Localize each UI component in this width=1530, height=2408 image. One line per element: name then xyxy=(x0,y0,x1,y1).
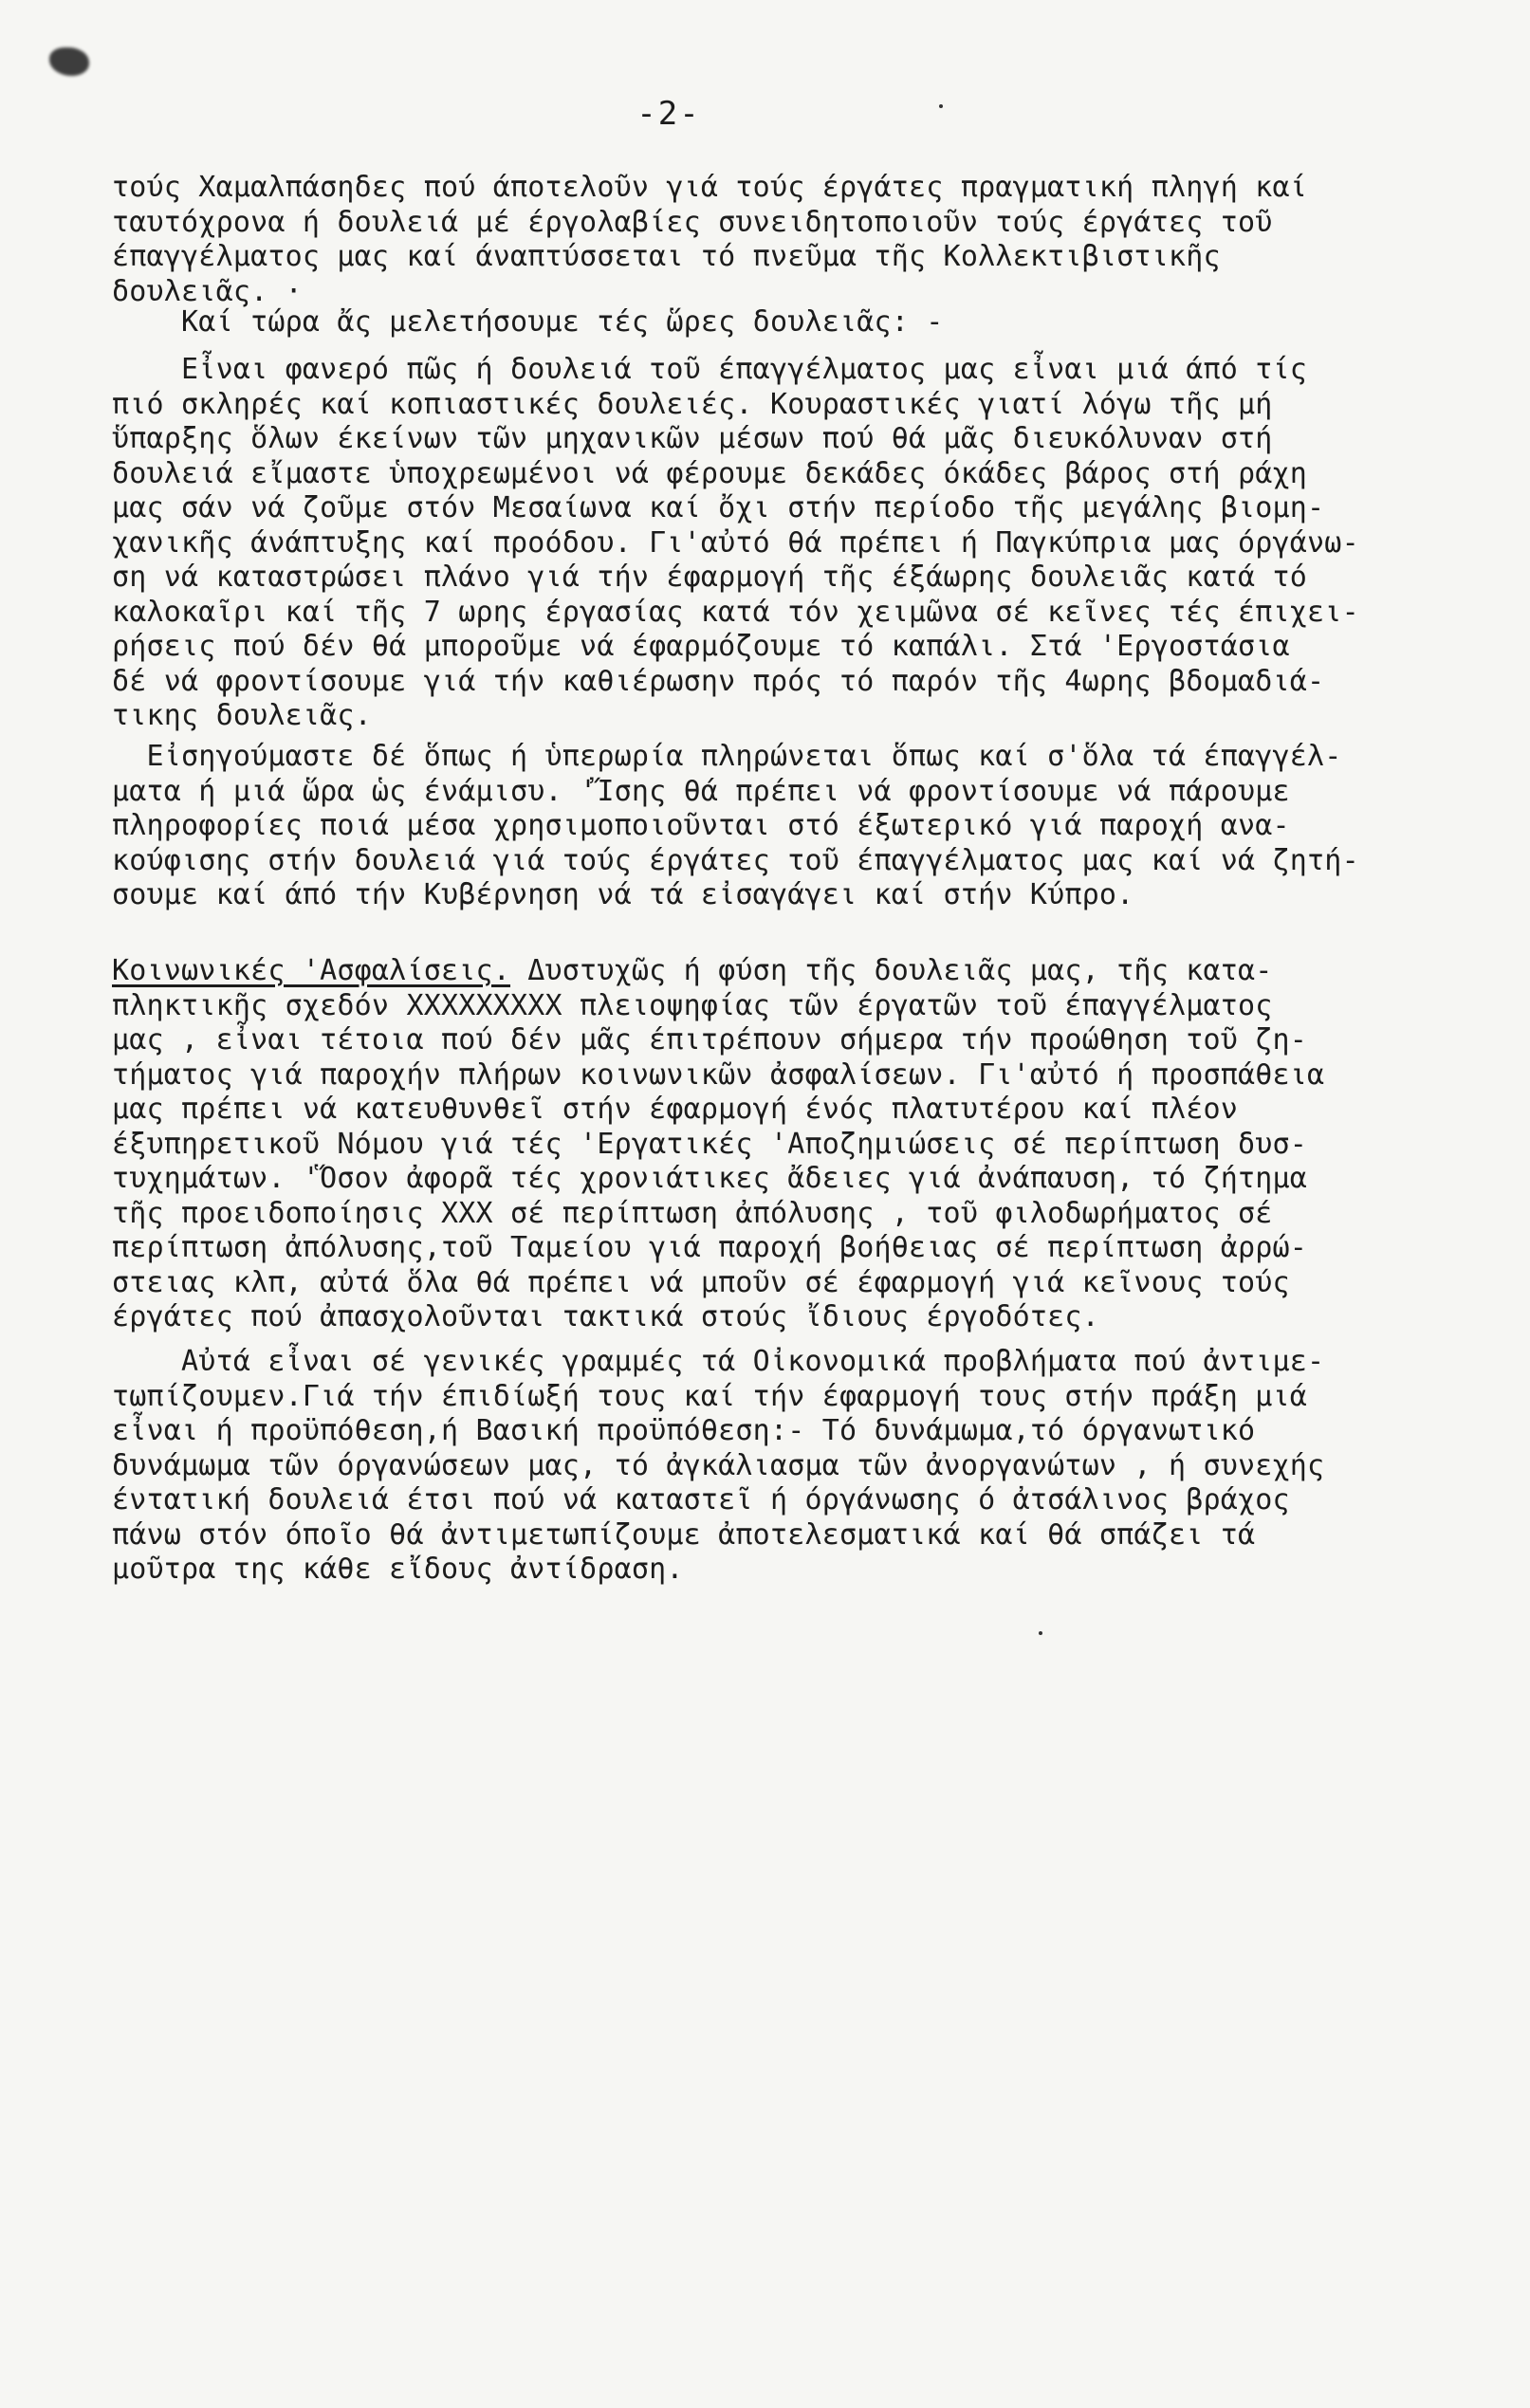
text-line: μοῦτρα της κάθε εἴδους ἀντίδραση. xyxy=(112,1553,684,1586)
text-line: τικης δουλειᾶς. xyxy=(112,699,372,732)
text-line: τούς Χαμαλπάσηδες πού άποτελοῦν γιά τούς έργάτες πραγματική πληγή καί xyxy=(112,171,1308,204)
text-line: μας , εἶναι τέτοια πού δέν μᾶς έπιτρέπουν σήμερα τήν προώθηση τοῦ ζη- xyxy=(112,1023,1308,1057)
paragraph-conclusion xyxy=(112,1345,1516,1588)
text-line: εἶναι ή προϋπόθεση,ή Βασική προϋπόθεση:- Τό δυνάμωμα,τό όργανωτικό xyxy=(112,1414,1256,1447)
text-line: Αὐτά εἶναι σέ γενικές γραμμές τά Οἰκονομικά προβλήματα πού ἀντιμε- xyxy=(112,1345,1325,1378)
paragraph-working-hours-intro xyxy=(112,305,1516,340)
text-line: τυχημάτων. 'Ὅσον ἀφορᾶ τές χρονιάτικες ἄδειες γιά ἀνάπαυση, τό ζήτημα xyxy=(112,1162,1308,1195)
text-line: στειας κλπ, αὐτά ὅλα θά πρέπει νά μποῦν σέ έφαρμογή γιά κεῖνους τούς xyxy=(112,1265,1290,1299)
text-line: μας σάν νά ζοῦμε στόν Μεσαίωνα καί ὄχι στήν περίοδο τῆς μεγάλης βιομη- xyxy=(112,491,1325,524)
text-line: πάνω στόν όποῖο θά ἀντιμετωπίζουμε ἀποτελεσματικά καί θά σπάζει τά xyxy=(112,1517,1256,1552)
text-line: τήματος γιά παροχήν πλήρων κοινωνικῶν ἀσφαλίσεων. Γι'αὐτό ή προσπάθεια xyxy=(112,1057,1325,1092)
text-line: μας πρέπει νά κατευθυνθεῖ στήν έφαρμογή ένός πλατυτέρου καί πλέον xyxy=(112,1093,1238,1126)
text-line: τωπίζουμεν.Γιά τήν έπιδίωξή τους καί τήν έφαρμογή τους στήν πράξη μιά xyxy=(112,1379,1308,1413)
paragraph-overtime xyxy=(112,740,1516,913)
text-line: δέ νά φροντίσουμε γιά τήν καθιέρωσην πρός τό παρόν τῆς 4ωρης βδομαδιά- xyxy=(112,664,1325,698)
text-line: Καί τώρα ἄς μελετήσουμε τές ὥρες δουλειᾶς: - xyxy=(112,305,944,339)
text-line: δουλειᾶς. · xyxy=(112,274,303,308)
text-line: δουλειά εἴμαστε ὑποχρεωμένοι νά φέρουμε δεκάδες όκάδες βάρος στή ράχη xyxy=(112,456,1308,490)
text-line: δυνάμωμα τῶν όργανώσεων μας, τό ἀγκάλιασμα τῶν ἀνοργανώτων , ή συνεχής xyxy=(112,1448,1325,1482)
text-line: ρήσεις πού δέν θά μποροῦμε νά έφαρμόζουμε τό καπάλι. Στά 'Εργοστάσια xyxy=(112,630,1290,663)
text-line: πληκτικῆς σχεδόν ΧΧΧΧΧΧΧΧΧ πλειοψηφίας τῶν έργατῶν τοῦ έπαγγέλματος xyxy=(112,988,1273,1022)
section-heading: Κοινωνικές 'Ασφαλίσεις. xyxy=(112,954,511,987)
text-line: έργάτες πού ἀπασχολοῦνται τακτικά στούς ἴδιους έργοδότες. xyxy=(112,1300,1099,1333)
text-line: Εἰσηγούμαστε δέ ὅπως ή ὑπερωρία πληρώνεται ὅπως καί σ'ὅλα τά έπαγγέλ- xyxy=(112,740,1342,773)
text-line: έντατική δουλειά έτσι πού νά καταστεῖ ή όργάνωσης ό ἀτσάλινος βράχος xyxy=(112,1483,1290,1516)
text-line: ση νά καταστρώσει πλάνο γιά τήν έφαρμογή τῆς έξάωρης δουλειᾶς κατά τό xyxy=(112,561,1308,594)
ink-speck xyxy=(939,104,943,108)
text-line: Εἶναι φανερό πῶς ή δουλειά τοῦ έπαγγέλματος μας εἶναι μιά άπό τίς xyxy=(112,353,1308,386)
text-line: ὕπαρξης ὅλων έκείνων τῶν μηχανικῶν μέσων πού θά μᾶς διευκόλυναν στή xyxy=(112,422,1273,455)
text-line: τῆς προειδοποίησις ΧΧΧ σέ περίπτωση ἀπόλυσης , τοῦ φιλοδωρήματος σέ xyxy=(112,1196,1273,1230)
text-line: ματα ή μιά ὥρα ὡς ένάμισυ. 'Ἴσης θά πρέπει νά φροντίσουμε νά πάρουμε xyxy=(112,774,1290,808)
paragraph-intro-continuation xyxy=(112,171,1516,309)
ink-speck xyxy=(1039,1631,1042,1635)
text-line: πληροφορίες ποιά μέσα χρησιμοποιοῦνται στό έξωτερικό γιά παροχή ανα- xyxy=(112,809,1290,842)
page-number: -2- xyxy=(636,95,701,133)
paragraph-working-hours xyxy=(112,353,1516,734)
paragraph-social-insurance xyxy=(112,954,1516,1335)
text-line: έξυπηρετικοῦ Νόμου γιά τές 'Εργατικές 'Αποζημιώσεις σέ περίπτωση δυσ- xyxy=(112,1127,1308,1161)
text-line: σουμε καί άπό τήν Κυβέρνηση νά τά εἰσαγάγει καί στήν Κύπρο. xyxy=(112,878,1134,911)
text-line: ταυτόχρονα ή δουλειά μέ έργολαβίες συνειδητοποιοῦν τούς έργάτες τοῦ xyxy=(112,205,1273,239)
text-line: κούφισης στήν δουλειά γιά τούς έργάτες τοῦ έπαγγέλματος μας καί νά ζητή- xyxy=(112,843,1359,877)
text-line xyxy=(112,954,1516,989)
text-fragment: Δυστυχῶς ή φύση τῆς δουλειᾶς μας, τῆς κατα- xyxy=(510,954,1273,987)
text-line: καλοκαῖρι καί τῆς 7 ωρης έργασίας κατά τόν χειμῶνα σέ κεῖνες τές έπιχει- xyxy=(112,595,1359,629)
ink-blot-mark xyxy=(49,47,89,76)
text-line: περίπτωση ἀπόλυσης,τοῦ Ταμείου γιά παροχή βοήθειας σέ περίπτωση ἀρρώ- xyxy=(112,1231,1308,1264)
text-line: πιό σκληρές καί κοπιαστικές δουλειές. Κουραστικές γιατί λόγω τῆς μή xyxy=(112,387,1273,421)
text-line: χανικῆς άνάπτυξης καί προόδου. Γι'αὐτό θά πρέπει ή Παγκύπρια μας όργάνω- xyxy=(112,525,1359,560)
text-line: έπαγγέλματος μας καί άναπτύσσεται τό πνεῦμα τῆς Κολλεκτιβιστικῆς xyxy=(112,240,1221,273)
